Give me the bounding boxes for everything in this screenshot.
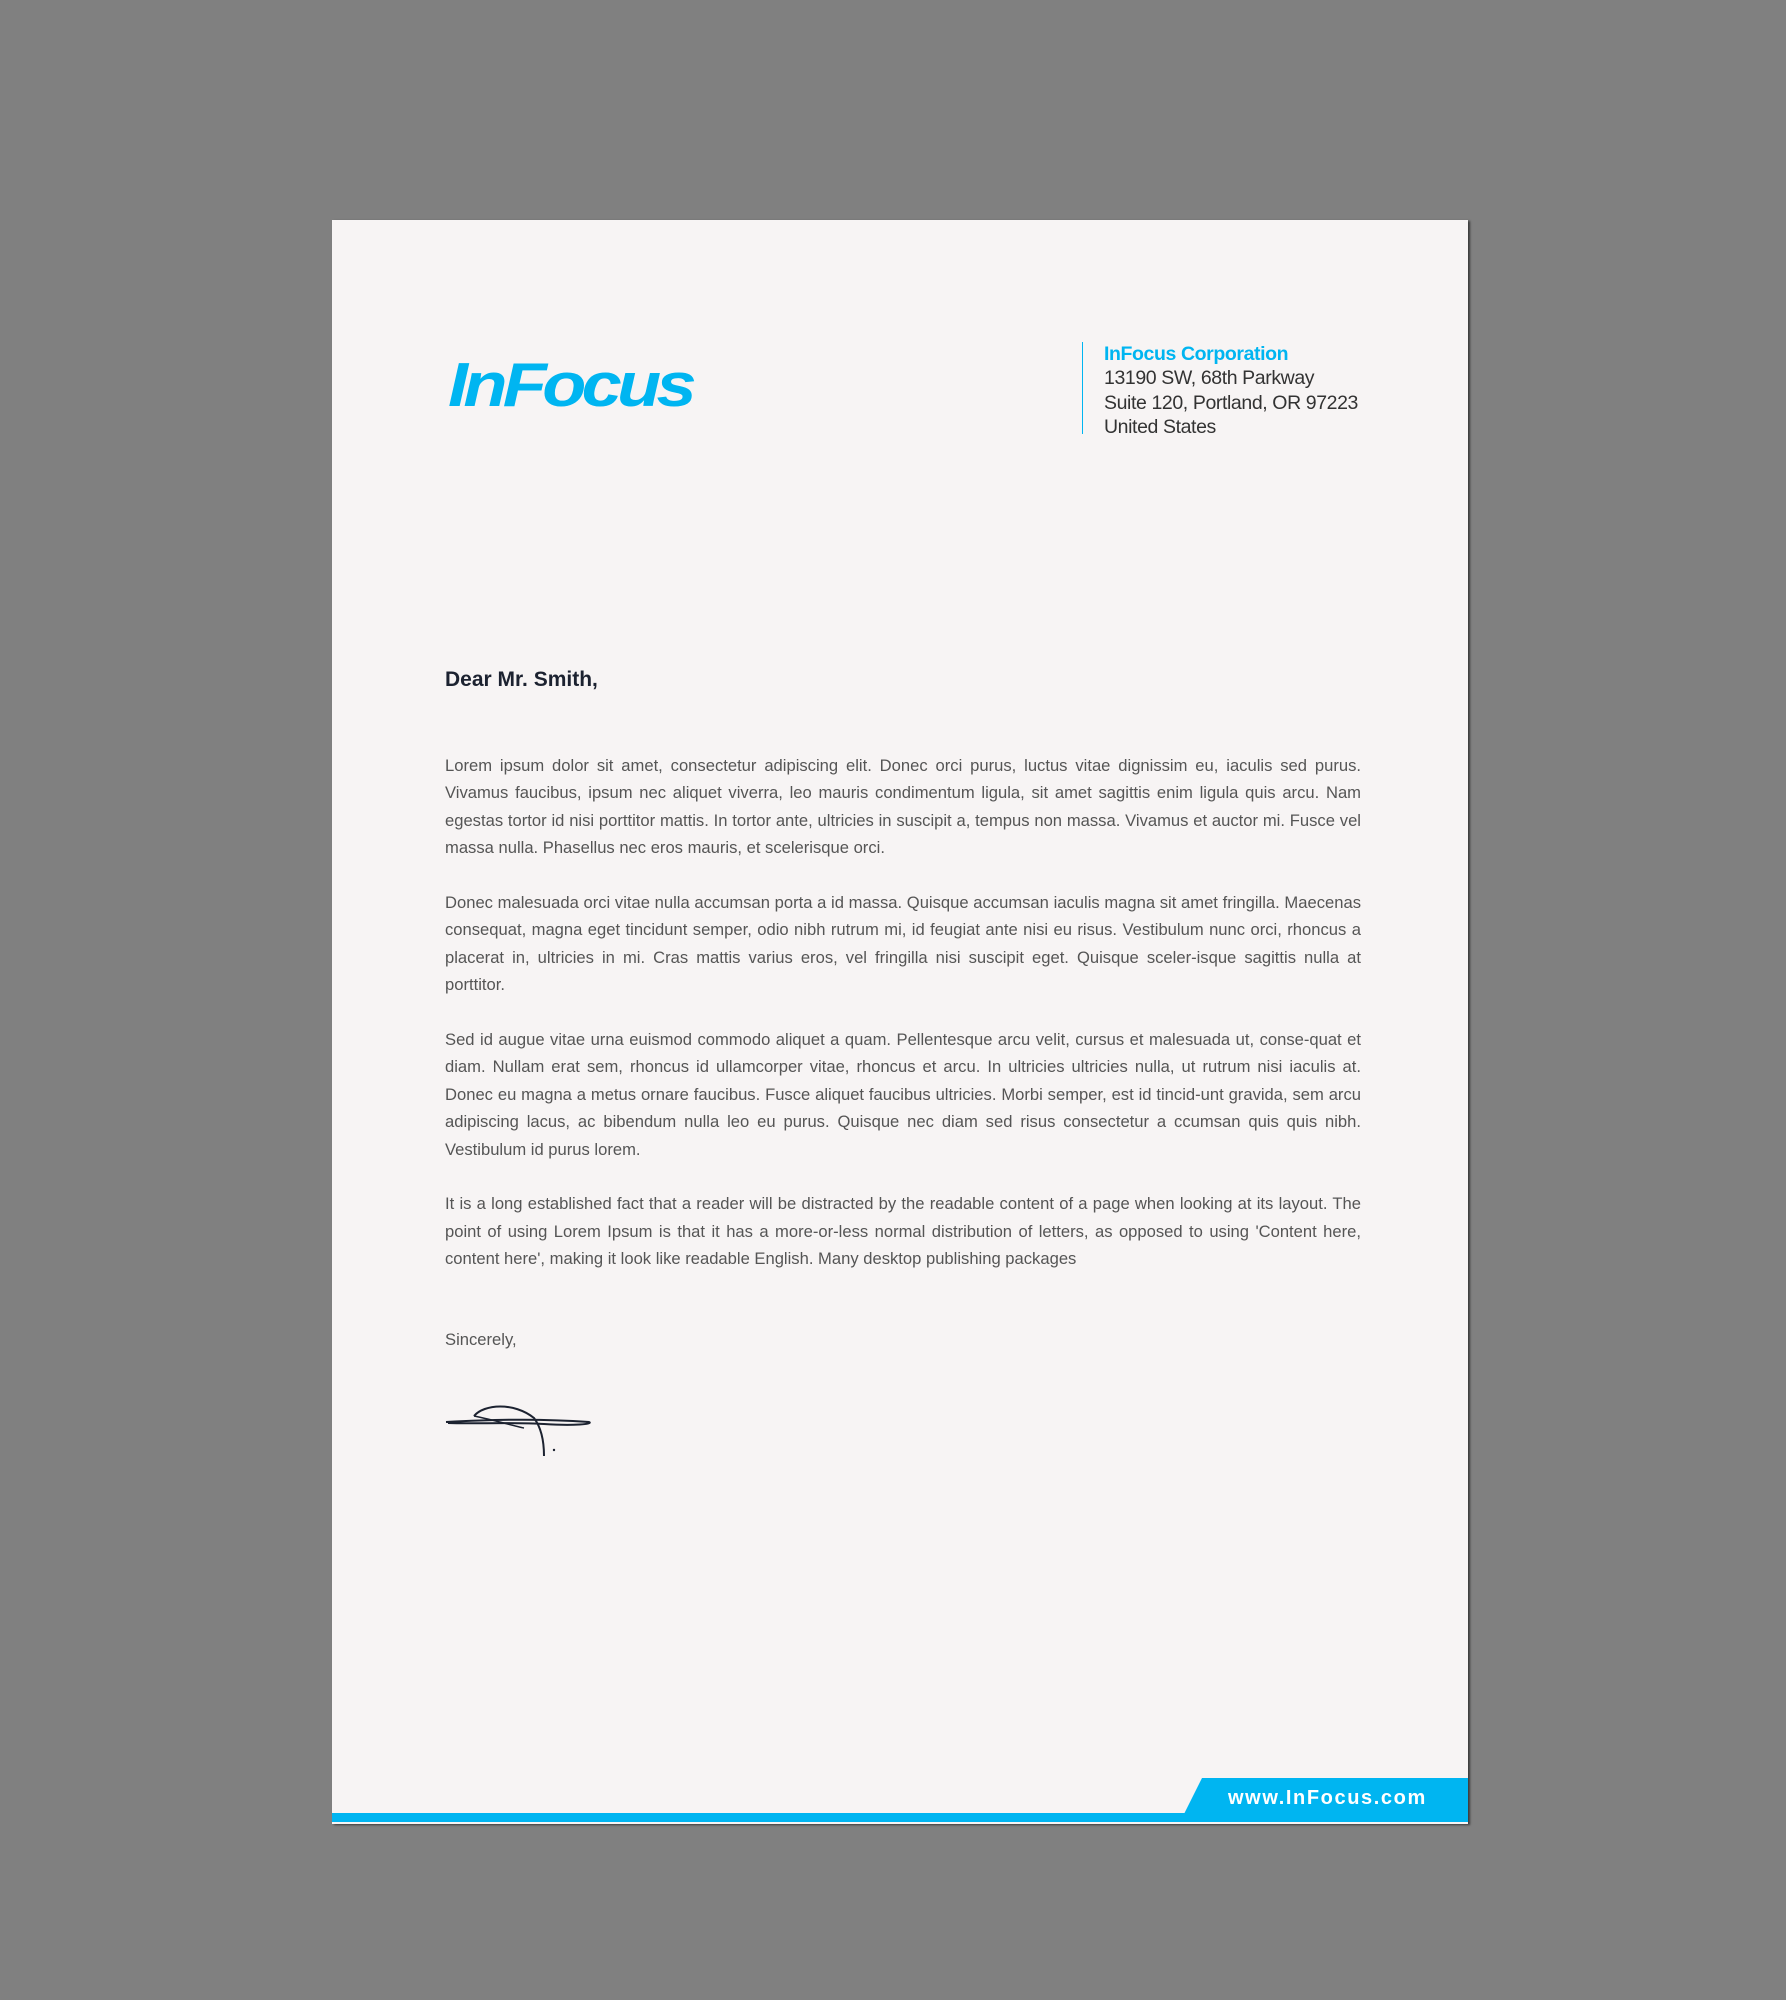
company-address: [1082, 342, 1358, 438]
closing: Sincerely,: [445, 1330, 517, 1349]
paragraph: Donec malesuada orci vitae nulla accumsan porta a id massa. Quisque accumsan iaculis magna sit amet fringilla. Maecenas consequat, magna eget tincidunt semper, odio nibh rutrum mi, id feugiat ante nisi eu risus. Vestibulum nunc orci, rhoncus a placerat in, ultricies in mi. Cras mattis varius eros, vel fringilla nisi suscipit eget. Quisque sceler-isque sagittis nulla at porttitor.: [445, 893, 1361, 995]
greeting: Dear Mr. Smith,: [445, 668, 598, 691]
signature: [444, 1398, 594, 1462]
address-line-2: Suite 120, Portland, OR 97223: [1104, 391, 1358, 414]
website-link[interactable]: www.InFocus.com: [1228, 1787, 1427, 1809]
letter-body: [445, 752, 1361, 1300]
company-name: InFocus Corporation: [1104, 343, 1289, 365]
paragraph: Lorem ipsum dolor sit amet, consectetur adipiscing elit. Donec orci purus, luctus vitae dignissim eu, iaculis sed purus. Vivamus faucibus, ipsum nec aliquet viverra, leo mauris condimentum ligula, sit amet sagittis enim ligula quis arcu. Nam egestas tortor id nisi porttitor mattis. In tortor ante, ultricies in suscipit a, tempus non massa. Vivamus et auctor mi. Fusce vel massa nulla. Phasellus nec eros mauris, et scelerisque orci.: [445, 756, 1361, 858]
infocus-logo: [446, 356, 696, 416]
paragraph: Sed id augue vitae urna euismod commodo aliquet a quam. Pellentesque arcu velit, cursus et malesuada ut, conse-quat et diam. Nullam erat sem, rhoncus id ullamcorper vitae, rhoncus et arcu. In ultricies ultricies nulla, ut rutrum nisi iaculis at. Donec eu magna a metus ornare faucibus. Fusce aliquet faucibus ultricies. Morbi semper, est id tincid-unt gravida, sem arcu adipiscing lacus, ac bibendum nulla leo eu purus. Quisque nec diam sed risus consectetur a ccumsan quis quis nibh. Vestibulum id purus lorem.: [445, 1030, 1361, 1159]
address-line-1: 13190 SW, 68th Parkway: [1104, 367, 1315, 390]
paragraph: It is a long established fact that a reader will be distracted by the readable content of a page when looking at its layout. The point of using Lorem Ipsum is that it has a more-or-less normal distribution of letters, as opposed to using 'Content here, content here', making it look like readable English. Many desktop publishing packages: [445, 1194, 1361, 1269]
letterhead-page: [332, 220, 1468, 1824]
address-line-3: United States: [1104, 415, 1216, 438]
svg-text:InFocus: InFocus: [448, 356, 695, 416]
